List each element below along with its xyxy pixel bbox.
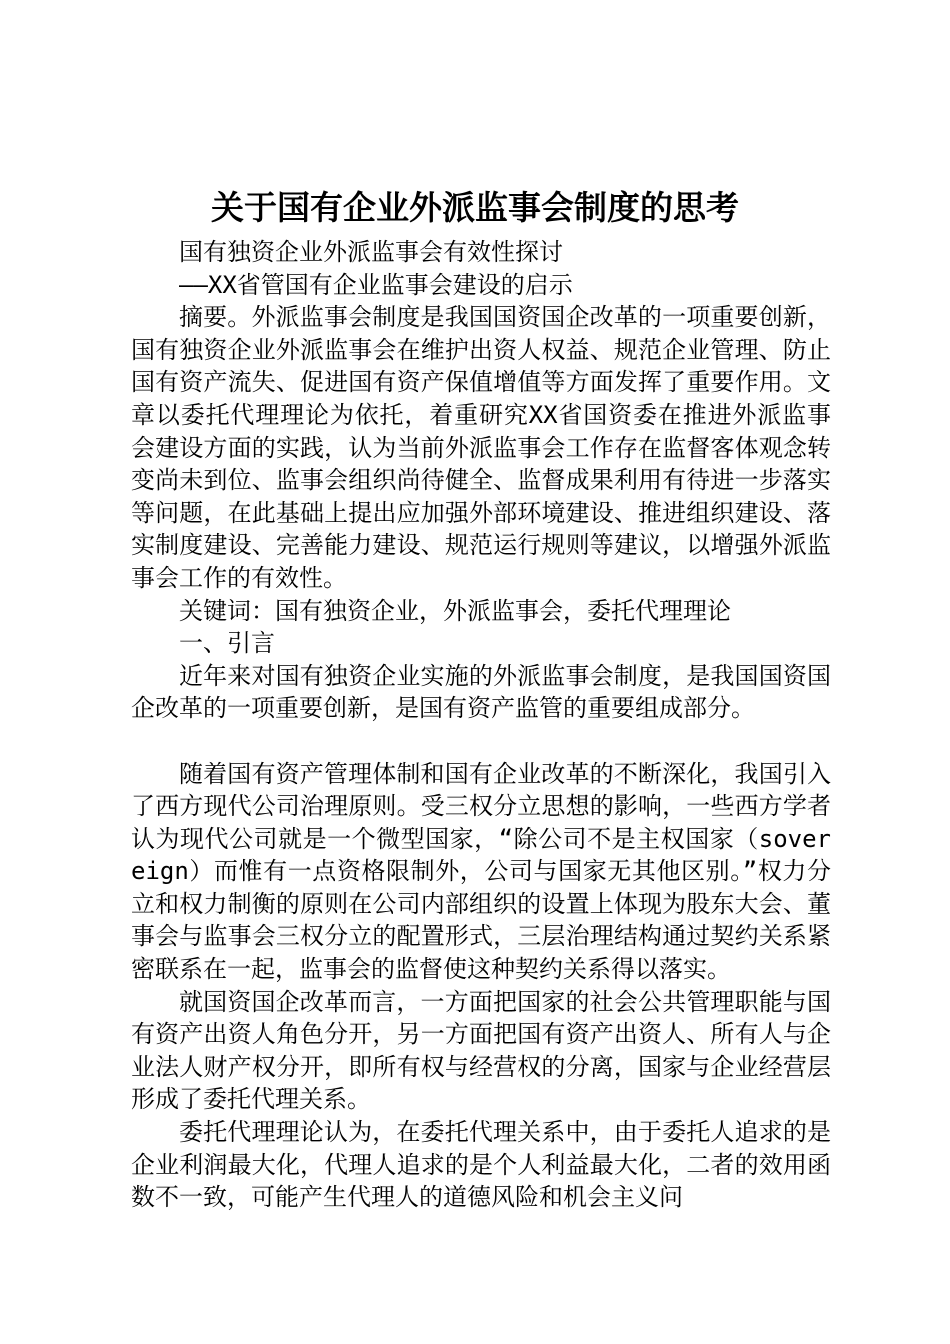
document-title: 关于国有企业外派监事会制度的思考 xyxy=(211,188,739,227)
blank-line xyxy=(131,725,831,758)
abstract-paragraph: 摘要。外派监事会制度是我国国资国企改革的一项重要创新，国有独资企业外派监事会在维护出资人权益、规范企业管理、防止国有资产流失、促进国有资产保值增值等方面发挥了重要作用。文章以委托代理理论为依托，着重研究XX省国资委在推进外派监事会建设方面的实践，认为当前外派监事会工作存在监督客体观念转变尚未到位、监事会组织尚待健全、监督成果利用有待进一步落实等问题，在此基础上提出应加强外部环境建设、推进组织建设、落实制度建设、完善能力建设、规范运行规则等建议，以增强外派监事会工作的有效性。 xyxy=(131,303,831,592)
body-paragraph: 委托代理理论认为，在委托代理关系中，由于委托人追求的是企业利润最大化，代理人追求的是个人利益最大化，二者的效用函数不一致，可能产生代理人的道德风险和机会主义问 xyxy=(131,1118,831,1212)
subtitle-secondary: ——XX省管国有企业监事会建设的启示 xyxy=(179,270,573,299)
keywords-paragraph: 关键词：国有独资企业，外派监事会，委托代理理论 xyxy=(179,596,731,625)
subtitle: 国有独资企业外派监事会有效性探讨 xyxy=(179,238,563,266)
body-paragraph: 近年来对国有独资企业实施的外派监事会制度，是我国国资国企改革的一项重要创新，是国有资产监管的重要组成部分。 xyxy=(131,661,831,723)
section-heading-introduction: 一、引言 xyxy=(179,629,275,658)
body-paragraph: 随着国有资产管理体制和国有企业改革的不断深化，我国引入了西方现代公司治理原则。受三权分立思想的影响，一些西方学者认为现代公司就是一个微型国家，“除公司不是主权国家（sovereign）而惟有一点资格限制外，公司与国家无其他区别。”权力分立和权力制衡的原则在公司内部组织的设置上体现为股东大会、董事会与监事会三权分立的配置形式，三层治理结构通过契约关系紧密联系在一起，监事会的监督使这种契约关系得以落实。 xyxy=(131,759,831,984)
body-paragraph: 就国资国企改革而言，一方面把国家的社会公共管理职能与国有资产出资人角色分开，另一方面把国有资产出资人、所有人与企业法人财产权分开，即所有权与经营权的分离，国家与企业经营层形成了委托代理关系。 xyxy=(131,987,831,1114)
document-body xyxy=(131,236,831,1214)
